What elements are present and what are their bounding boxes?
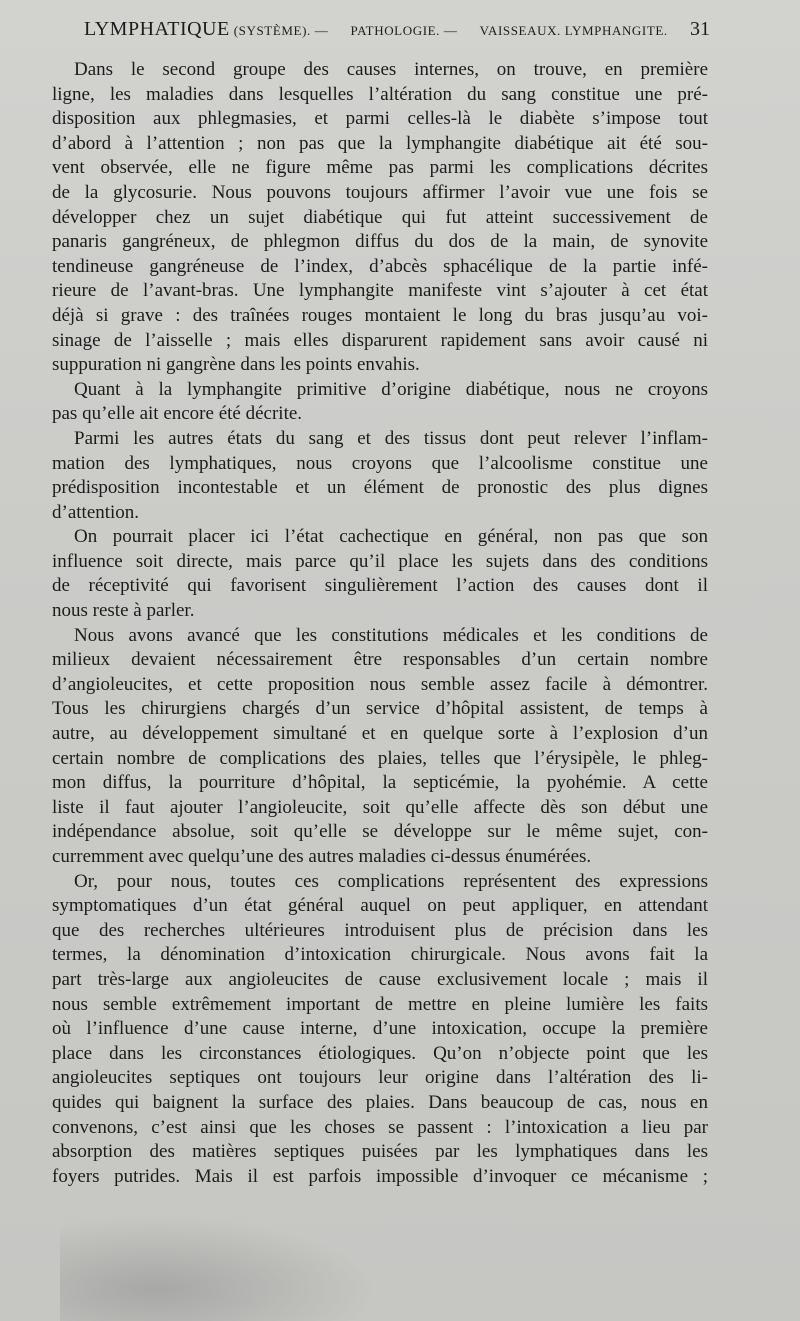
text-line: vent observée, elle ne figure même pas parmi les complications décrites (52, 157, 708, 179)
text-line: indépendance absolue, soit qu’elle se développe sur le même sujet, con- (52, 821, 708, 843)
text-line: Quant à la lymphangite primitive d’origine diabétique, nous ne croyons (74, 378, 708, 400)
text-line: milieux devaient nécessairement être responsables d’un certain nombre (52, 649, 708, 671)
header-section-pathologie: PATHOLOGIE. — (350, 23, 458, 38)
text-line: autre, au développement simultané et en quelque sorte à l’explosion d’un (52, 723, 708, 745)
text-line: termes, la dénomination d’intoxication chirurgicale. Nous avons fait la (52, 944, 708, 966)
header-section-vaisseaux: VAISSEAUX. LYMPHANGITE. (479, 23, 668, 38)
text-line: absorption des matières septiques puisées par les lymphatiques dans les (52, 1141, 708, 1163)
text-line: ligne, les maladies dans lesquelles l’altération du sang constitue une pré- (52, 83, 708, 105)
text-line: tendineuse gangréneuse de l’index, d’abcès sphacélique de la partie infé- (52, 255, 708, 277)
text-line: mation des lymphatiques, nous croyons que l’alcoolisme constitue une (52, 452, 708, 474)
text-line: Parmi les autres états du sang et des tissus dont peut relever l’inflam- (74, 427, 708, 449)
text-line: Nous avons avancé que les constitutions médicales et les conditions de (74, 624, 708, 646)
header-system: (SYSTÈME). — (233, 23, 329, 38)
text-line: Or, pour nous, toutes ces complications représentent des expressions (74, 870, 708, 892)
text-line: On pourrait placer ici l’état cachectique en général, non pas que son (74, 526, 708, 548)
text-line: liste il faut ajouter l’angioleucite, soit qu’elle affecte dès son début une (52, 796, 708, 818)
text-line: curremment avec quelqu’une des autres maladies ci-dessus énumérées. (52, 846, 592, 867)
text-line: que des recherches ultérieures introduisent plus de précision dans les (52, 919, 708, 941)
running-header (84, 18, 710, 48)
text-line: sinage de l’aisselle ; mais elles disparurent rapidement sans avoir causé ni (52, 329, 708, 351)
text-line: foyers putrides. Mais il est parfois impossible d’invoquer ce mécanisme ; (52, 1165, 708, 1187)
text-line: d’attention. (52, 501, 140, 523)
text-line: développer chez un sujet diabétique qui fut atteint successivement de (52, 206, 708, 228)
text-line: prédisposition incontestable et un élément de pronostic des plus dignes (52, 477, 708, 499)
text-line: déjà si grave : des traînées rouges montaient le long du bras jusqu’au voi- (52, 304, 708, 326)
text-line: panaris gangréneux, de phlegmon diffus du dos de la main, de synovite (52, 231, 708, 253)
text-line: nous semble extrêmement important de mettre en pleine lumière les faits (52, 993, 708, 1015)
text-line: suppuration ni gangrène dans les points envahis. (52, 354, 420, 376)
page-number: 31 (689, 18, 710, 40)
text-line: quides qui baignent la surface des plaies. Dans beaucoup de cas, nous en (52, 1091, 708, 1113)
text-line: certain nombre de complications des plaies, telles que l’érysipèle, le phleg- (52, 747, 708, 769)
text-line: symptomatiques d’un état général auquel on peut appliquer, en attendant (52, 895, 708, 917)
text-line: place dans les circonstances étiologiques. Qu’on n’objecte point que les (52, 1042, 708, 1064)
text-line: où l’influence d’une cause interne, d’une intoxication, occupe la première (52, 1018, 708, 1040)
text-line: Tous les chirurgiens chargés d’un service d’hôpital assistent, de temps à (52, 698, 708, 720)
text-line: convenons, c’est ainsi que les choses se passent : l’intoxication a lieu par (52, 1116, 708, 1138)
body-text (52, 58, 708, 1189)
text-line: nous reste à parler. (52, 600, 195, 622)
text-line: d’abord à l’attention ; non pas que la lymphangite diabétique ait été sou- (52, 132, 708, 154)
header-title: LYMPHATIQUE (84, 18, 230, 40)
text-line: mon diffus, la pourriture d’hôpital, la septicémie, la pyohémie. A cette (52, 772, 708, 794)
paper-stain (60, 1215, 380, 1321)
text-line: de réceptivité qui favorisent singulièrement l’action des causes dont il (52, 575, 708, 597)
text-line: Dans le second groupe des causes internes, on trouve, en première (74, 59, 708, 80)
text-line: pas qu’elle ait encore été décrite. (52, 403, 303, 425)
text-line: part très-large aux angioleucites de cause exclusivement locale ; mais il (52, 968, 708, 990)
text-line: disposition aux phlegmasies, et parmi celles-là le diabète s’impose tout (52, 108, 708, 130)
text-line: d’angioleucites, et cette proposition nous semble assez facile à démontrer. (52, 673, 708, 695)
text-line: de la glycosurie. Nous pouvons toujours affirmer l’avoir vue une fois se (52, 181, 708, 203)
text-line: angioleucites septiques ont toujours leur origine dans l’altération des li- (52, 1067, 708, 1089)
text-line: influence soit directe, mais parce qu’il place les sujets dans des conditions (52, 550, 708, 572)
text-line: rieure de l’avant-bras. Une lymphangite manifeste vint s’ajouter à cet état (52, 280, 708, 302)
header-title-group (84, 18, 328, 41)
